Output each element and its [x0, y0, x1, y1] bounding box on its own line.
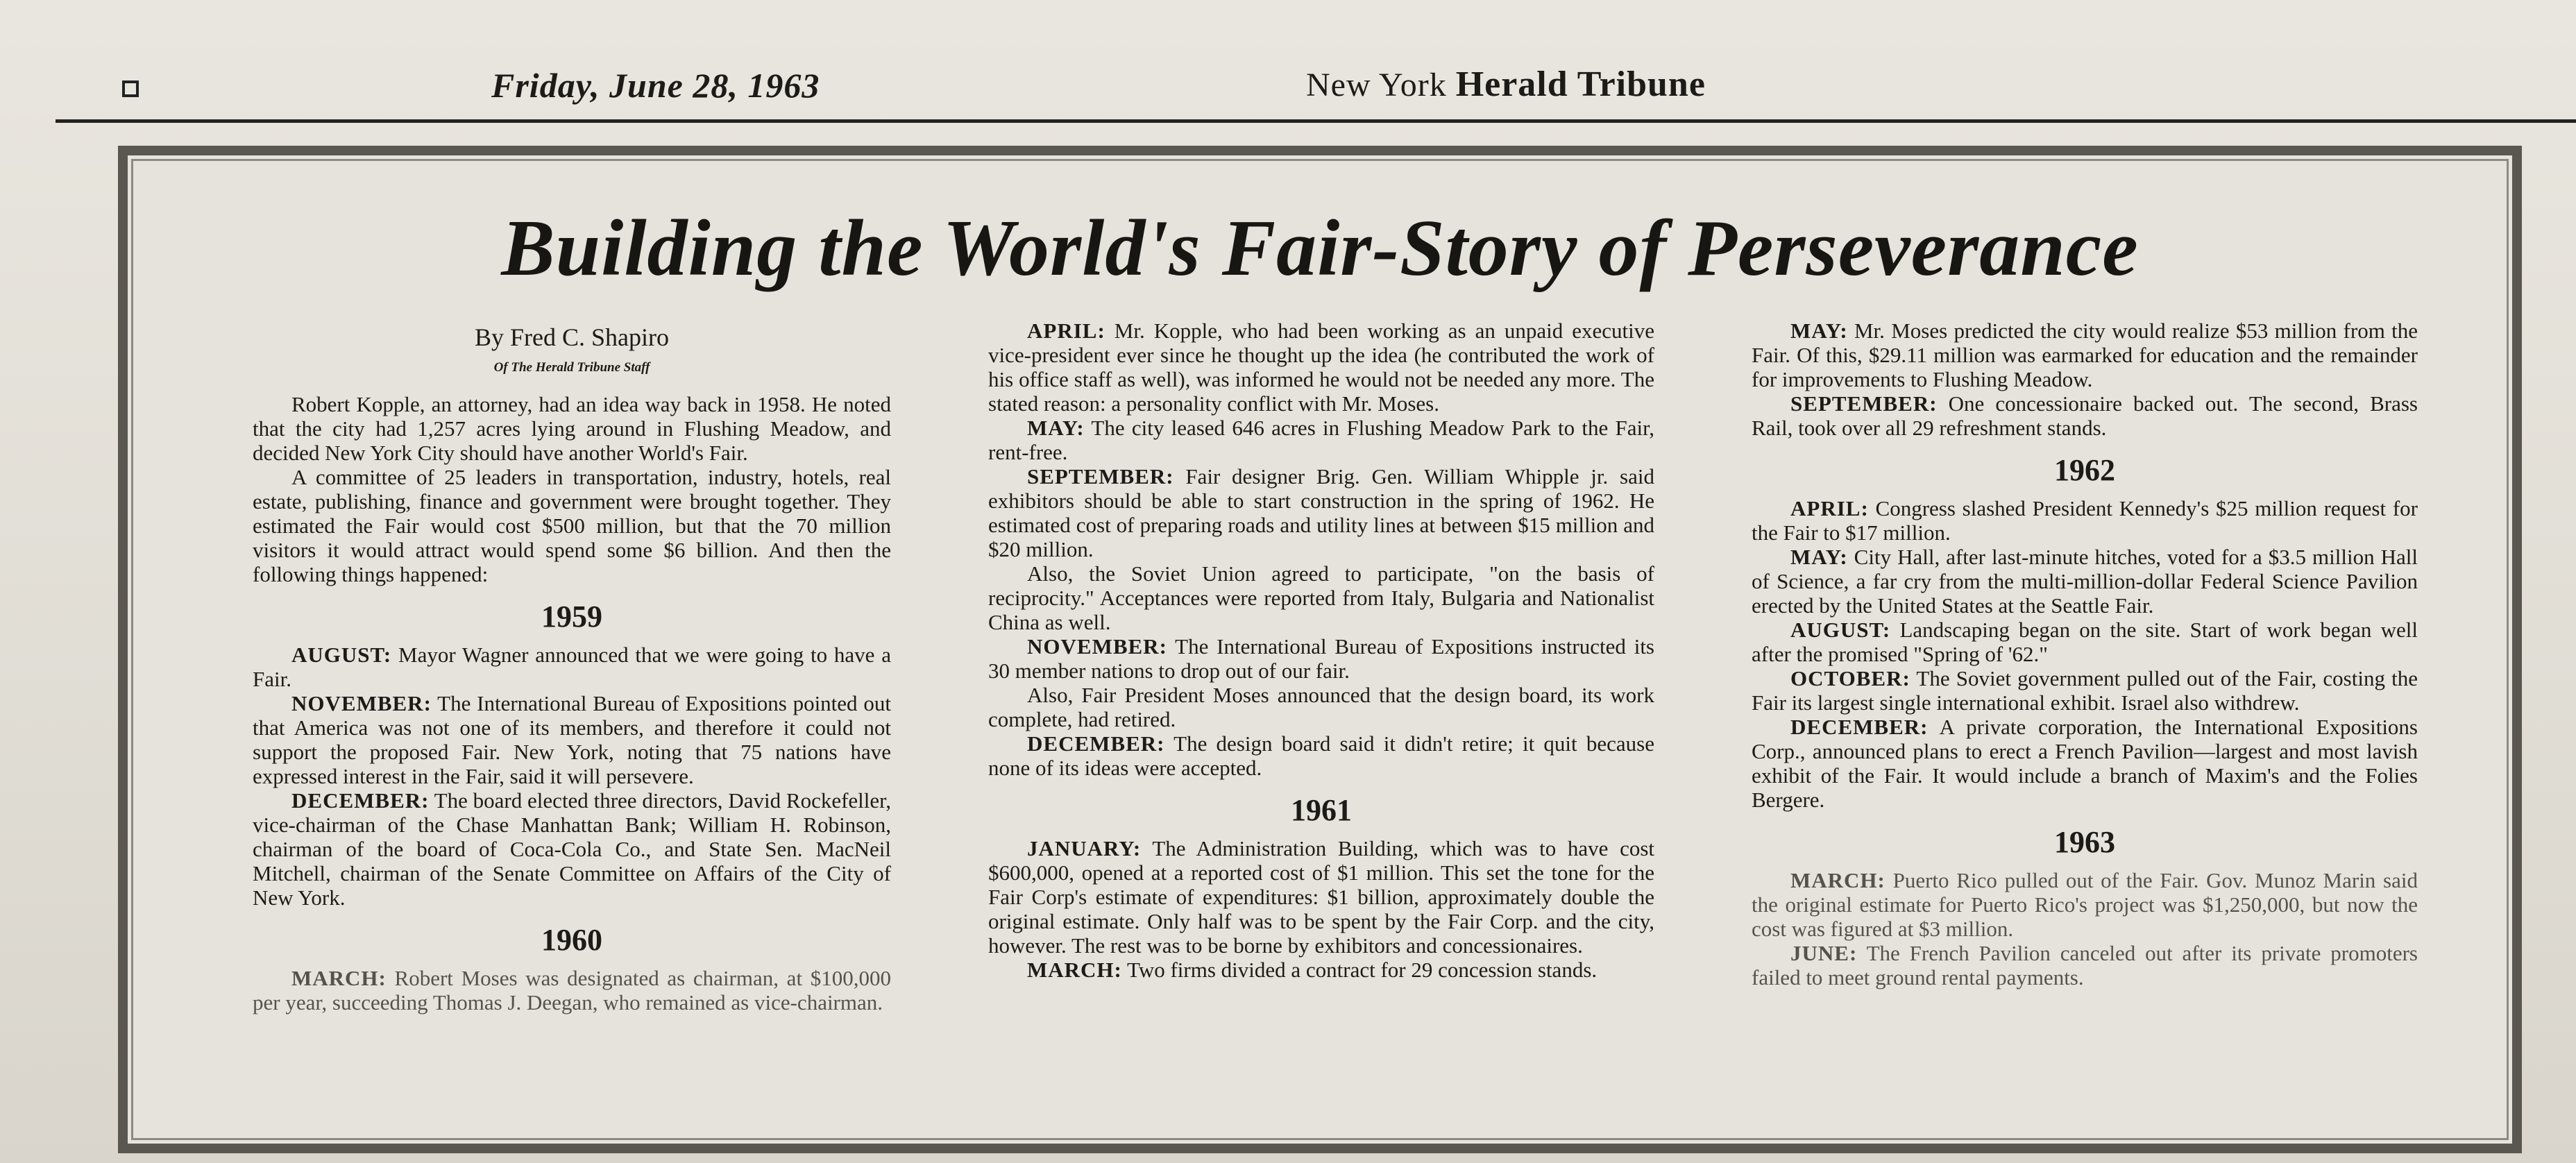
entry-month: MARCH: [1790, 868, 1886, 892]
entry-1959-december [253, 788, 891, 910]
entry-text: Also, the Soviet Union agreed to participate, "on the basis of reciprocity." Acceptances were reported from Italy, Bulgaria and Nationalist China as well. [988, 561, 1654, 634]
entry-text: The French Pavilion canceled out after its private promoters failed to meet ground rental payments. [1752, 941, 2418, 990]
entry-month: NOVEMBER: [1027, 634, 1167, 659]
entry-1962-april [1752, 496, 2418, 545]
entry-1962-december [1752, 715, 2418, 812]
entry-1961-september [1752, 391, 2418, 440]
entry-month: MAY: [1790, 319, 1848, 343]
entry-text: Mr. Moses predicted the city would realize $53 million from the Fair. Of this, $29.11 million was earmarked for education and the remainder for improvements to Flushing Meadow. [1752, 319, 2418, 391]
issue-date: Friday, June 28, 1963 [491, 66, 820, 105]
entry-1962-may [1752, 545, 2418, 618]
byline: By Fred C. Shapiro [474, 323, 669, 351]
paper-title: Herald Tribune [1455, 65, 1706, 104]
year-heading-1963: 1963 [2054, 825, 2115, 859]
entry-text: Fair designer Brig. Gen. William Whipple jr. said exhibitors should be able to start construction in the spring of 1962. He estimated cost of preparing roads and utility lines at between $15 million and $20 million. [988, 464, 1654, 561]
entry-month: SEPTEMBER: [1790, 391, 1938, 416]
entry-1960-soviet [988, 561, 1654, 634]
intro-paragraph-2: A committee of 25 leaders in transportation, industry, hotels, real estate, publishing, finance and government were brought together. They estimated the Fair would cost $500 million, but that the 70 million visitors it would attract would spend some $6 billion. And then the following things happened: [253, 465, 891, 586]
article-frame [118, 146, 2522, 1153]
year-heading-1959: 1959 [541, 600, 602, 634]
paper-prefix: New York [1306, 67, 1447, 103]
entry-month: DECEMBER: [1027, 731, 1165, 756]
entry-1961-march [988, 958, 1654, 982]
entry-1961-january [988, 836, 1654, 958]
entry-month: DECEMBER: [291, 788, 430, 813]
year-heading-1962: 1962 [2054, 453, 2115, 487]
entry-text: Mr. Kopple, who had been working as an unpaid executive vice-president ever since he thought up the idea (he contributed the work of his office staff as well), was informed he would not be needed any more. The stated reason: a personality conflict with Mr. Moses. [988, 319, 1654, 416]
entry-text: The design board said it didn't retire; it quit because none of its ideas were accepted. [988, 731, 1654, 780]
entry-1960-march [253, 966, 891, 1015]
header-rule [56, 119, 2576, 123]
entry-month: NOVEMBER: [291, 691, 432, 715]
entry-month: AUGUST: [291, 643, 392, 667]
staff-credit: Of The Herald Tribune Staff [493, 360, 650, 375]
entry-text: The Administration Building, which was to have cost $600,000, opened at a reported cost of $1 million. This set the tone for the Fair Corp's estimate of expenditures: $1 billion, approximately double the original estimate. Only half was to be spent by the Fair Corp. and the city, however. The rest was to be borne by exhibitors and concessionaires. [988, 836, 1654, 958]
article-headline: Building the World's Fair-Story of Perseverance [501, 204, 2139, 293]
entry-text: One concessionaire backed out. The second, Brass Rail, took over all 29 refreshment stands. [1752, 391, 2418, 440]
entry-1960-may [988, 416, 1654, 464]
entry-1960-december [988, 731, 1654, 780]
entry-1962-october [1752, 666, 2418, 715]
entry-text: Two firms divided a contract for 29 concession stands. [1121, 958, 1598, 982]
entry-1960-design-board [988, 683, 1654, 731]
entry-text: The International Bureau of Expositions pointed out that America was not one of its members, and therefore it could not support the proposed Fair. New York, noting that 75 nations have expressed interest in the Fair, said it will persevere. [253, 691, 891, 788]
article-column-1 [253, 325, 891, 1015]
entry-month: AUGUST: [1790, 618, 1891, 642]
entry-1963-march [1752, 868, 2418, 941]
entry-text: Also, Fair President Moses announced that the design board, its work complete, had retired. [988, 683, 1654, 731]
article-column-3 [1752, 319, 2418, 990]
entry-1961-may [1752, 319, 2418, 391]
entry-month: MARCH: [291, 966, 387, 990]
entry-month: SEPTEMBER: [1027, 464, 1174, 489]
entry-month: JANUARY: [1027, 836, 1142, 860]
article-column-2 [988, 319, 1654, 982]
entry-1959-august [253, 643, 891, 691]
entry-month: MAY: [1790, 545, 1848, 569]
year-heading-1961: 1961 [1291, 793, 1352, 827]
entry-text: The International Bureau of Expositions instructed its 30 member nations to drop out of our fair. [988, 634, 1654, 683]
entry-1960-november [988, 634, 1654, 683]
entry-month: APRIL: [1027, 319, 1105, 343]
entry-month: DECEMBER: [1790, 715, 1929, 739]
entry-month: OCTOBER: [1790, 666, 1910, 690]
entry-month: MARCH: [1027, 958, 1122, 982]
entry-1960-april [988, 319, 1654, 416]
entry-text: The board elected three directors, David Rockefeller, vice-chairman of the Chase Manhattan Bank; William H. Robinson, chairman of the board of Coca-Cola Co., and State Sen. MacNeil Mitchell, chairman of the Senate Committee on Affairs of the City of New York. [253, 788, 891, 910]
entry-text: Congress slashed President Kennedy's $25 million request for the Fair to $17 million. [1752, 496, 2418, 545]
entry-month: MAY: [1027, 416, 1085, 440]
entry-text: A private corporation, the International Expositions Corp., announced plans to erect a French Pavilion—largest and most lavish exhibit of the Fair. It would include a branch of Maxim's and the Folies Bergere. [1752, 715, 2418, 812]
entry-text: Mayor Wagner announced that we were going to have a Fair. [253, 643, 891, 691]
entry-text: The city leased 646 acres in Flushing Meadow Park to the Fair, rent-free. [988, 416, 1654, 464]
entry-1962-august [1752, 618, 2418, 666]
entry-text: City Hall, after last-minute hitches, voted for a $3.5 million Hall of Science, a far cry from the multi-million-dollar Federal Science Pavilion erected by the United States at the Seattle Fair. [1752, 545, 2418, 618]
intro-paragraph-1: Robert Kopple, an attorney, had an idea way back in 1958. He noted that the city had 1,257 acres lying around in Flushing Meadow, and decided New York City should have another World's Fair. [253, 392, 891, 465]
newspaper-name [1306, 64, 1706, 105]
entry-month: APRIL: [1790, 496, 1869, 520]
entry-1963-june [1752, 941, 2418, 990]
entry-text: Robert Moses was designated as chairman, at $100,000 per year, succeeding Thomas J. Deegan, who remained as vice-chairman. [253, 966, 891, 1015]
entry-1959-november [253, 691, 891, 788]
box-marker-icon [122, 80, 139, 97]
entry-text: Landscaping began on the site. Start of work began well after the promised "Spring of '62." [1752, 618, 2418, 666]
entry-text: Puerto Rico pulled out of the Fair. Gov. Munoz Marin said the original estimate for Puerto Rico's project was $1,250,000, but now the cost was figured at $3 million. [1752, 868, 2418, 941]
entry-text: The Soviet government pulled out of the Fair, costing the Fair its largest single international exhibit. Israel also withdrew. [1752, 666, 2418, 715]
entry-1960-september [988, 464, 1654, 561]
entry-month: JUNE: [1790, 941, 1858, 965]
year-heading-1960: 1960 [541, 923, 602, 957]
